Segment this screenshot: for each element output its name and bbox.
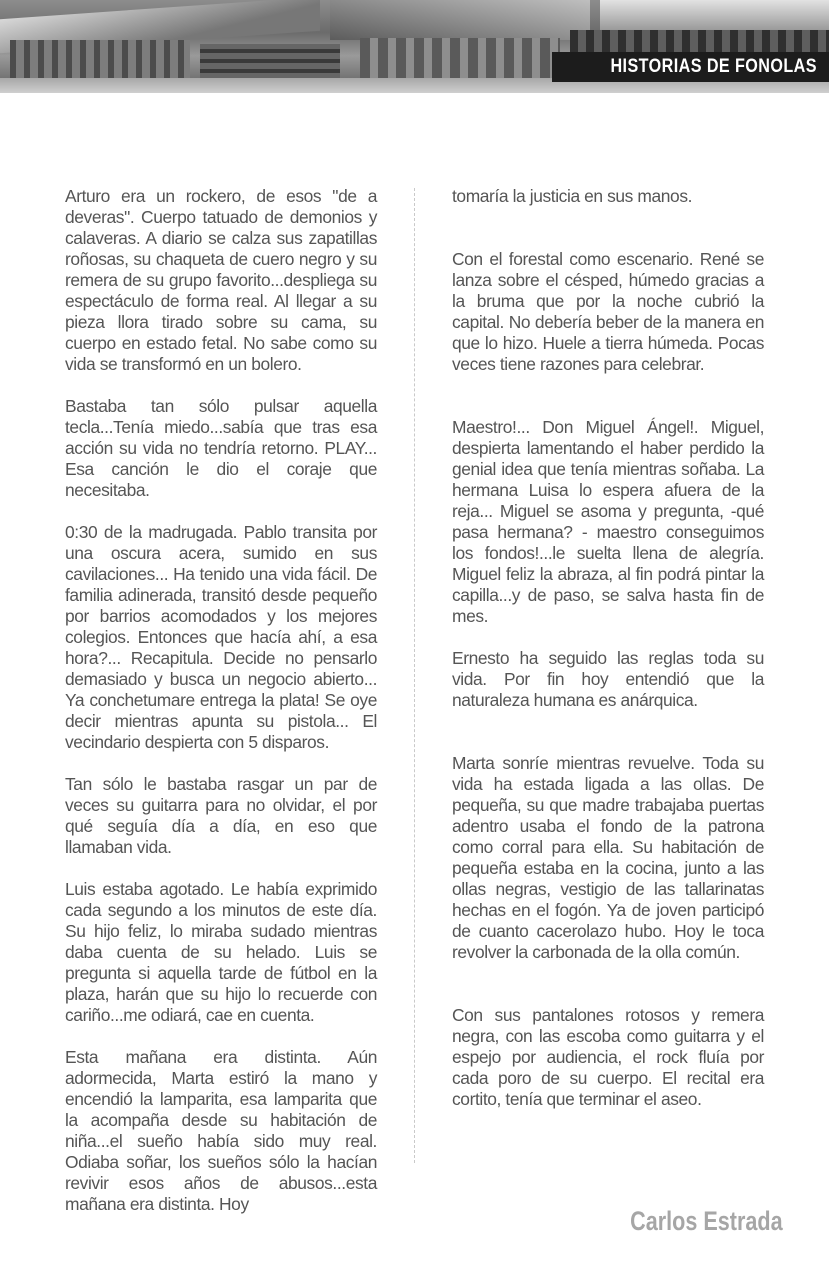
right-text-column <box>452 186 764 1110</box>
story-paragraph: Esta mañana era distinta. Aún adormecida, Marta estiró la mano y encendió la lamparita, esa lamparita que la acompaña desde su habitación de niña...el sueño había sido muy real. Odiaba soñar, los sueños sólo la hacían revivir esos años de abusos...esta mañana era distinta. Hoy <box>65 1047 377 1214</box>
story-paragraph: Luis estaba agotado. Le había exprimido cada segundo a los minutos de este día. Su hijo feliz, lo miraba sudado mientras daba cuenta de su helado. Luis se pregunta si aquella tarde de fútbol en la plaza, harán que su hijo lo recuerde con cariño...me odiará, cae en cuenta. <box>65 879 377 1025</box>
author-name: Carlos Estrada <box>630 1206 783 1236</box>
left-text-column <box>65 186 377 1215</box>
section-title-box <box>552 52 829 82</box>
story-paragraph: Tan sólo le bastaba rasgar un par de veces su guitarra para no olvidar, el por qué seguía día a día, en eso que llamaban vida. <box>65 774 377 857</box>
header-banner-photo <box>0 0 829 93</box>
story-paragraph: 0:30 de la madrugada. Pablo transita por una oscura acera, sumido en sus cavilaciones... Ha tenido una vida fácil. De familia adinerada, transitó desde pequeño por barrios acomodados y los mejores colegios. Entonces que hacía ahí, a esa hora?... Recapitula. Decide no pensarlo demasiado y busca un negocio abierto... Ya conchetumare entrega la plata! Se oye decir mientras apunta su pistola... El vecindario despierta con 5 disparos. <box>65 522 377 752</box>
story-paragraph: Con el forestal como escenario. René se lanza sobre el césped, húmedo gracias a la bruma que por la noche cubrió la capital. No debería beber de la manera en que lo hizo. Huele a tierra húmeda. Pocas veces tiene razones para celebrar. <box>452 249 764 374</box>
story-paragraph: Arturo era un rockero, de esos "de a deveras". Cuerpo tatuado de demonios y calaveras. A diario se calza sus zapatillas roñosas, su chaqueta de cuero negro y su remera de su grupo favorito...despliega su espectáculo de forma real. Al llegar a su pieza llora tirado sobre su cama, su cuerpo en estado fetal. No sabe como su vida se transformó en un bolero. <box>65 186 377 374</box>
column-divider <box>414 188 415 1163</box>
story-paragraph: Ernesto ha seguido las reglas toda su vida. Por fin hoy entendió que la naturaleza humana es anárquica. <box>452 648 764 710</box>
section-title: HISTORIAS DE FONOLAS <box>610 56 817 77</box>
story-paragraph: Marta sonríe mientras revuelve. Toda su vida ha estada ligada a las ollas. De pequeña, su que madre trabajaba puertas adentro usaba el fondo de la patrona como corral para ella. Su habitación de pequeña estaba en la cocina, junto a las ollas negras, vestigio de las tallarinatas hechas en el fogón. Ya de joven participó de cuanto cacerolazo hubo. Hoy le toca revolver la carbonada de la olla común. <box>452 753 764 962</box>
story-paragraph: tomaría la justicia en sus manos. <box>452 186 693 206</box>
story-paragraph: Maestro!... Don Miguel Ángel!. Miguel, despierta lamentando el haber perdido la genial idea que tenía mientras soñaba. La hermana Luisa lo espera afuera de la reja... Miguel se asoma y pregunta, -qué pasa hermana? - maestro conseguimos los fondos!...le suelta llena de alegría. Miguel feliz la abraza, al fin podrá pintar la capilla...y de paso, se salva hasta fin de mes. <box>452 417 764 626</box>
story-paragraph: Bastaba tan sólo pulsar aquella tecla...Tenía miedo...sabía que tras esa acción su vida no tendría retorno. PLAY... Esa canción le dio el coraje que necesitaba. <box>65 396 377 500</box>
story-paragraph: Con sus pantalones rotosos y remera negra, con las escoba como guitarra y el espejo por audiencia, el rock fluía por cada poro de su cuerpo. El recital era cortito, tenía que terminar el aseo. <box>452 1005 764 1109</box>
